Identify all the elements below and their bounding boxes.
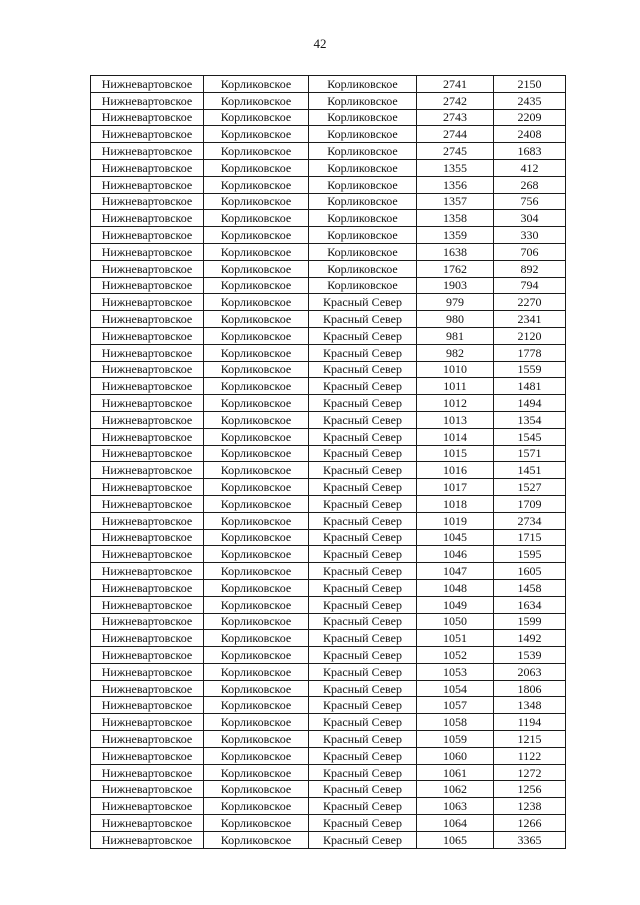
value-cell: 1599 [494, 613, 566, 630]
value-cell: 1481 [494, 378, 566, 395]
district-cell: Корликовское [204, 613, 309, 630]
table-row [91, 579, 566, 596]
district-cell: Корликовское [204, 159, 309, 176]
district-cell: Корликовское [204, 176, 309, 193]
number-cell: 1015 [417, 445, 494, 462]
number-cell: 1052 [417, 647, 494, 664]
value-cell: 794 [494, 277, 566, 294]
region-cell: Нижневартовское [91, 697, 204, 714]
field-cell: Корликовское [309, 143, 417, 160]
table-row [91, 630, 566, 647]
field-cell: Красный Север [309, 764, 417, 781]
region-cell: Нижневартовское [91, 495, 204, 512]
value-cell: 2734 [494, 512, 566, 529]
region-cell: Нижневартовское [91, 395, 204, 412]
table-row [91, 143, 566, 160]
district-cell: Корликовское [204, 630, 309, 647]
value-cell: 1595 [494, 546, 566, 563]
region-cell: Нижневартовское [91, 529, 204, 546]
table-row [91, 243, 566, 260]
region-cell: Нижневартовское [91, 546, 204, 563]
table-row [91, 227, 566, 244]
district-cell: Корликовское [204, 764, 309, 781]
table-row [91, 512, 566, 529]
value-cell: 1605 [494, 563, 566, 580]
region-cell: Нижневартовское [91, 411, 204, 428]
number-cell: 1058 [417, 714, 494, 731]
field-cell: Красный Север [309, 378, 417, 395]
value-cell: 1266 [494, 815, 566, 832]
field-cell: Красный Север [309, 731, 417, 748]
field-cell: Красный Север [309, 630, 417, 647]
region-cell: Нижневартовское [91, 227, 204, 244]
region-cell: Нижневартовское [91, 579, 204, 596]
value-cell: 2063 [494, 663, 566, 680]
region-cell: Нижневартовское [91, 613, 204, 630]
number-cell: 1012 [417, 395, 494, 412]
value-cell: 2270 [494, 294, 566, 311]
value-cell: 1492 [494, 630, 566, 647]
field-cell: Корликовское [309, 126, 417, 143]
region-cell: Нижневартовское [91, 109, 204, 126]
number-cell: 1045 [417, 529, 494, 546]
district-cell: Корликовское [204, 714, 309, 731]
value-cell: 1272 [494, 764, 566, 781]
district-cell: Корликовское [204, 815, 309, 832]
number-cell: 1059 [417, 731, 494, 748]
value-cell: 412 [494, 159, 566, 176]
region-cell: Нижневартовское [91, 428, 204, 445]
table-row [91, 764, 566, 781]
value-cell: 1715 [494, 529, 566, 546]
number-cell: 2741 [417, 76, 494, 93]
number-cell: 1053 [417, 663, 494, 680]
region-cell: Нижневартовское [91, 361, 204, 378]
table-row [91, 663, 566, 680]
value-cell: 1778 [494, 344, 566, 361]
number-cell: 1638 [417, 243, 494, 260]
field-cell: Красный Север [309, 344, 417, 361]
region-cell: Нижневартовское [91, 210, 204, 227]
field-cell: Корликовское [309, 277, 417, 294]
field-cell: Корликовское [309, 159, 417, 176]
field-cell: Красный Север [309, 479, 417, 496]
value-cell: 304 [494, 210, 566, 227]
district-cell: Корликовское [204, 395, 309, 412]
value-cell: 706 [494, 243, 566, 260]
value-cell: 2341 [494, 311, 566, 328]
value-cell: 330 [494, 227, 566, 244]
table-row [91, 327, 566, 344]
region-cell: Нижневартовское [91, 731, 204, 748]
value-cell: 2408 [494, 126, 566, 143]
table-row [91, 563, 566, 580]
field-cell: Корликовское [309, 109, 417, 126]
number-cell: 1016 [417, 462, 494, 479]
field-cell: Красный Север [309, 462, 417, 479]
number-cell: 1064 [417, 815, 494, 832]
district-cell: Корликовское [204, 260, 309, 277]
region-cell: Нижневартовское [91, 159, 204, 176]
table-row [91, 831, 566, 848]
value-cell: 1559 [494, 361, 566, 378]
table-row [91, 697, 566, 714]
field-cell: Красный Север [309, 815, 417, 832]
region-cell: Нижневартовское [91, 764, 204, 781]
district-cell: Корликовское [204, 126, 309, 143]
value-cell: 1539 [494, 647, 566, 664]
district-cell: Корликовское [204, 193, 309, 210]
value-cell: 1215 [494, 731, 566, 748]
district-cell: Корликовское [204, 210, 309, 227]
table-row [91, 428, 566, 445]
region-cell: Нижневартовское [91, 260, 204, 277]
field-cell: Красный Север [309, 495, 417, 512]
number-cell: 1010 [417, 361, 494, 378]
district-cell: Корликовское [204, 747, 309, 764]
field-cell: Красный Север [309, 411, 417, 428]
value-cell: 1709 [494, 495, 566, 512]
number-cell: 1054 [417, 680, 494, 697]
district-cell: Корликовское [204, 596, 309, 613]
value-cell: 1527 [494, 479, 566, 496]
value-cell: 756 [494, 193, 566, 210]
district-cell: Корликовское [204, 243, 309, 260]
number-cell: 1356 [417, 176, 494, 193]
table-row [91, 411, 566, 428]
value-cell: 1545 [494, 428, 566, 445]
value-cell: 1354 [494, 411, 566, 428]
table-row [91, 747, 566, 764]
district-cell: Корликовское [204, 479, 309, 496]
region-cell: Нижневартовское [91, 747, 204, 764]
field-cell: Корликовское [309, 193, 417, 210]
table-row [91, 378, 566, 395]
field-cell: Красный Север [309, 445, 417, 462]
region-cell: Нижневартовское [91, 563, 204, 580]
value-cell: 1571 [494, 445, 566, 462]
table-row [91, 109, 566, 126]
district-cell: Корликовское [204, 277, 309, 294]
table-row [91, 277, 566, 294]
field-cell: Красный Север [309, 563, 417, 580]
value-cell: 3365 [494, 831, 566, 848]
value-cell: 1256 [494, 781, 566, 798]
number-cell: 1061 [417, 764, 494, 781]
field-cell: Корликовское [309, 176, 417, 193]
district-cell: Корликовское [204, 92, 309, 109]
table-row [91, 647, 566, 664]
number-cell: 1050 [417, 613, 494, 630]
district-cell: Корликовское [204, 294, 309, 311]
region-cell: Нижневартовское [91, 277, 204, 294]
value-cell: 2120 [494, 327, 566, 344]
value-cell: 892 [494, 260, 566, 277]
table-row [91, 294, 566, 311]
number-cell: 979 [417, 294, 494, 311]
region-cell: Нижневартовское [91, 126, 204, 143]
field-cell: Красный Север [309, 663, 417, 680]
field-cell: Корликовское [309, 92, 417, 109]
number-cell: 1357 [417, 193, 494, 210]
number-cell: 1047 [417, 563, 494, 580]
table-row [91, 126, 566, 143]
district-cell: Корликовское [204, 546, 309, 563]
table-row [91, 210, 566, 227]
value-cell: 1683 [494, 143, 566, 160]
table-row [91, 815, 566, 832]
district-cell: Корликовское [204, 495, 309, 512]
region-cell: Нижневартовское [91, 647, 204, 664]
table-row [91, 193, 566, 210]
field-cell: Красный Север [309, 311, 417, 328]
field-cell: Корликовское [309, 260, 417, 277]
region-cell: Нижневартовское [91, 630, 204, 647]
district-cell: Корликовское [204, 781, 309, 798]
table-row [91, 159, 566, 176]
table-row [91, 445, 566, 462]
district-cell: Корликовское [204, 311, 309, 328]
value-cell: 268 [494, 176, 566, 193]
district-cell: Корликовское [204, 411, 309, 428]
field-cell: Корликовское [309, 76, 417, 93]
value-cell: 1806 [494, 680, 566, 697]
field-cell: Красный Север [309, 781, 417, 798]
district-cell: Корликовское [204, 798, 309, 815]
region-cell: Нижневартовское [91, 76, 204, 93]
region-cell: Нижневартовское [91, 798, 204, 815]
number-cell: 2744 [417, 126, 494, 143]
field-cell: Красный Север [309, 596, 417, 613]
number-cell: 1060 [417, 747, 494, 764]
table-row [91, 680, 566, 697]
district-cell: Корликовское [204, 143, 309, 160]
district-cell: Корликовское [204, 680, 309, 697]
value-cell: 2209 [494, 109, 566, 126]
number-cell: 1018 [417, 495, 494, 512]
number-cell: 980 [417, 311, 494, 328]
value-cell: 1458 [494, 579, 566, 596]
field-cell: Красный Север [309, 579, 417, 596]
value-cell: 1348 [494, 697, 566, 714]
district-cell: Корликовское [204, 563, 309, 580]
table-row [91, 395, 566, 412]
number-cell: 1048 [417, 579, 494, 596]
page-number: 42 [313, 36, 327, 51]
region-cell: Нижневартовское [91, 479, 204, 496]
table-row [91, 76, 566, 93]
data-table [90, 75, 566, 849]
field-cell: Красный Север [309, 714, 417, 731]
table-row [91, 495, 566, 512]
value-cell: 1122 [494, 747, 566, 764]
table-row [91, 546, 566, 563]
field-cell: Красный Север [309, 680, 417, 697]
region-cell: Нижневартовское [91, 143, 204, 160]
table-row [91, 781, 566, 798]
district-cell: Корликовское [204, 579, 309, 596]
value-cell: 1194 [494, 714, 566, 731]
field-cell: Красный Север [309, 831, 417, 848]
field-cell: Корликовское [309, 243, 417, 260]
region-cell: Нижневартовское [91, 815, 204, 832]
table-row [91, 731, 566, 748]
region-cell: Нижневартовское [91, 512, 204, 529]
value-cell: 1494 [494, 395, 566, 412]
number-cell: 1057 [417, 697, 494, 714]
region-cell: Нижневартовское [91, 92, 204, 109]
number-cell: 2745 [417, 143, 494, 160]
table-row [91, 344, 566, 361]
number-cell: 2743 [417, 109, 494, 126]
district-cell: Корликовское [204, 512, 309, 529]
district-cell: Корликовское [204, 445, 309, 462]
district-cell: Корликовское [204, 344, 309, 361]
table-row [91, 798, 566, 815]
region-cell: Нижневартовское [91, 294, 204, 311]
number-cell: 1011 [417, 378, 494, 395]
number-cell: 982 [417, 344, 494, 361]
number-cell: 981 [417, 327, 494, 344]
region-cell: Нижневартовское [91, 378, 204, 395]
region-cell: Нижневартовское [91, 663, 204, 680]
district-cell: Корликовское [204, 378, 309, 395]
region-cell: Нижневартовское [91, 176, 204, 193]
number-cell: 1762 [417, 260, 494, 277]
table-row [91, 311, 566, 328]
number-cell: 1019 [417, 512, 494, 529]
value-cell: 2435 [494, 92, 566, 109]
value-cell: 2150 [494, 76, 566, 93]
table-row [91, 613, 566, 630]
region-cell: Нижневартовское [91, 445, 204, 462]
field-cell: Красный Север [309, 294, 417, 311]
district-cell: Корликовское [204, 462, 309, 479]
table-row [91, 361, 566, 378]
table-body [91, 76, 566, 849]
region-cell: Нижневартовское [91, 311, 204, 328]
number-cell: 1355 [417, 159, 494, 176]
field-cell: Корликовское [309, 210, 417, 227]
field-cell: Красный Север [309, 697, 417, 714]
region-cell: Нижневартовское [91, 344, 204, 361]
region-cell: Нижневартовское [91, 243, 204, 260]
district-cell: Корликовское [204, 361, 309, 378]
table-row [91, 462, 566, 479]
region-cell: Нижневартовское [91, 781, 204, 798]
number-cell: 1358 [417, 210, 494, 227]
number-cell: 2742 [417, 92, 494, 109]
number-cell: 1046 [417, 546, 494, 563]
table-row [91, 176, 566, 193]
region-cell: Нижневартовское [91, 680, 204, 697]
table-row [91, 260, 566, 277]
region-cell: Нижневартовское [91, 831, 204, 848]
field-cell: Красный Север [309, 747, 417, 764]
field-cell: Красный Север [309, 512, 417, 529]
value-cell: 1634 [494, 596, 566, 613]
field-cell: Красный Север [309, 647, 417, 664]
number-cell: 1049 [417, 596, 494, 613]
number-cell: 1065 [417, 831, 494, 848]
table-row [91, 479, 566, 496]
region-cell: Нижневартовское [91, 327, 204, 344]
district-cell: Корликовское [204, 731, 309, 748]
district-cell: Корликовское [204, 428, 309, 445]
table-row [91, 92, 566, 109]
district-cell: Корликовское [204, 697, 309, 714]
region-cell: Нижневартовское [91, 193, 204, 210]
region-cell: Нижневартовское [91, 462, 204, 479]
value-cell: 1238 [494, 798, 566, 815]
table-row [91, 529, 566, 546]
field-cell: Красный Север [309, 613, 417, 630]
district-cell: Корликовское [204, 76, 309, 93]
field-cell: Красный Север [309, 798, 417, 815]
region-cell: Нижневартовское [91, 596, 204, 613]
number-cell: 1062 [417, 781, 494, 798]
district-cell: Корликовское [204, 227, 309, 244]
number-cell: 1017 [417, 479, 494, 496]
value-cell: 1451 [494, 462, 566, 479]
region-cell: Нижневартовское [91, 714, 204, 731]
number-cell: 1013 [417, 411, 494, 428]
field-cell: Корликовское [309, 227, 417, 244]
table-row [91, 596, 566, 613]
district-cell: Корликовское [204, 647, 309, 664]
field-cell: Красный Север [309, 546, 417, 563]
field-cell: Красный Север [309, 428, 417, 445]
table-row [91, 714, 566, 731]
district-cell: Корликовское [204, 663, 309, 680]
district-cell: Корликовское [204, 831, 309, 848]
number-cell: 1051 [417, 630, 494, 647]
field-cell: Красный Север [309, 529, 417, 546]
number-cell: 1903 [417, 277, 494, 294]
district-cell: Корликовское [204, 327, 309, 344]
number-cell: 1063 [417, 798, 494, 815]
field-cell: Красный Север [309, 395, 417, 412]
district-cell: Корликовское [204, 109, 309, 126]
field-cell: Красный Север [309, 361, 417, 378]
number-cell: 1359 [417, 227, 494, 244]
number-cell: 1014 [417, 428, 494, 445]
field-cell: Красный Север [309, 327, 417, 344]
district-cell: Корликовское [204, 529, 309, 546]
